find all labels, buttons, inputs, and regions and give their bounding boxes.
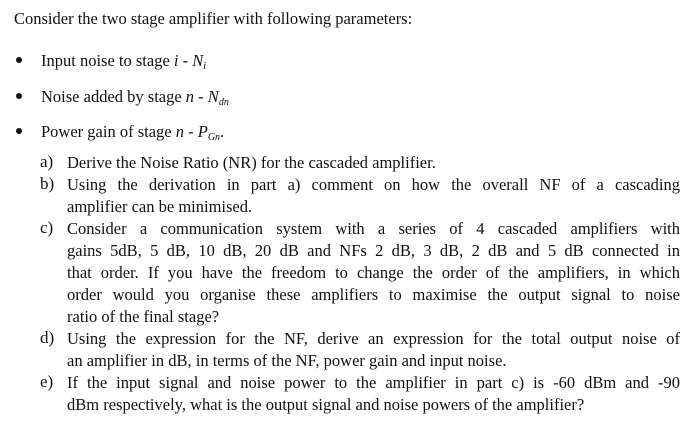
- bullet-dot-icon: [16, 57, 22, 63]
- bullet-suffix: .: [220, 122, 225, 141]
- bullet-sub: i: [203, 61, 207, 72]
- part-line: amplifier can be minimised.: [67, 197, 253, 216]
- part-line: that order. If you have the freedom to change the order of the amplifiers, in which: [67, 263, 680, 282]
- part-line: gains 5dB, 5 dB, 10 dB, 20 dB and NFs 2 dB, 3 dB, 2 dB and 5 dB connected in: [67, 241, 680, 260]
- part-label: c): [40, 218, 54, 237]
- bullet-sym: N: [207, 87, 219, 106]
- bullet-input-noise: [14, 51, 206, 72]
- bullet-dot-icon: [16, 128, 22, 134]
- bullet-sep: -: [183, 122, 198, 141]
- bullet-prefix: Input noise to stage: [41, 51, 174, 70]
- part-line: Consider a communication system with a series of 4 cascaded amplifiers with: [67, 219, 680, 238]
- bullet-var: n: [185, 87, 195, 106]
- part-line: Derive the Noise Ratio (NR) for the cascaded amplifier.: [67, 153, 436, 172]
- bullet-var: n: [175, 122, 184, 141]
- part-a: [40, 152, 680, 174]
- part-line: Using the derivation in part a) comment on how the overall NF of a cascading: [67, 175, 680, 194]
- bullet-sub: dn: [218, 97, 229, 108]
- bullet-sym: N: [192, 51, 204, 70]
- bullet-sym: P: [197, 122, 208, 141]
- bullet-sub: Gn: [207, 132, 221, 143]
- part-line: If the input signal and noise power to the amplifier in part c) is -60 dBm and -90: [67, 373, 680, 392]
- part-line: Using the expression for the NF, derive an expression for the total output noise of: [67, 329, 680, 348]
- question-parts: [40, 152, 680, 416]
- bullet-prefix: Noise added by stage: [41, 87, 186, 106]
- bullet-var: i: [173, 51, 179, 70]
- part-c: [40, 218, 680, 328]
- part-e: [40, 372, 680, 416]
- part-text: [67, 152, 680, 174]
- bullet-dot-icon: [16, 93, 22, 99]
- bullet-sep: -: [178, 51, 193, 70]
- part-line: ratio of the final stage?: [67, 307, 220, 326]
- part-line: an amplifier in dB, in terms of the NF, power gain and input noise.: [67, 351, 507, 370]
- part-b: [40, 174, 680, 218]
- part-line: order would you organise these amplifiers to maximise the output signal to noise: [67, 285, 680, 304]
- part-text: [67, 174, 680, 218]
- bullet-noise-added: [14, 87, 229, 108]
- part-text: [67, 372, 680, 416]
- part-label: b): [40, 174, 55, 193]
- part-text: [67, 328, 680, 372]
- intro-text: Consider the two stage amplifier with following parameters:: [14, 9, 413, 28]
- part-label: e): [40, 372, 54, 391]
- bullet-prefix: Power gain of stage: [41, 122, 176, 141]
- part-line: dBm respectively, what is the output signal and noise powers of the amplifier?: [67, 395, 585, 414]
- bullet-power-gain: [14, 122, 224, 143]
- part-label: a): [40, 152, 54, 171]
- bullet-sep: -: [194, 87, 208, 106]
- part-label: d): [40, 328, 55, 347]
- part-d: [40, 328, 680, 372]
- part-text: [67, 218, 680, 328]
